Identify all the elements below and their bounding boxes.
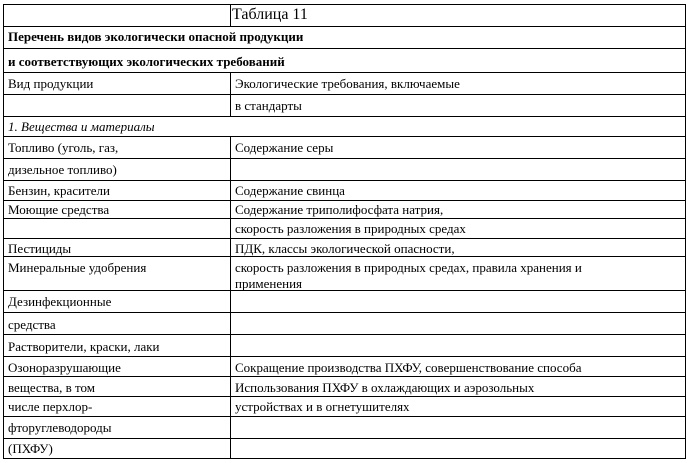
cell-requirement: Содержание серы bbox=[235, 140, 334, 155]
cell-product: числе перхлор- bbox=[8, 399, 93, 414]
cell-product: Пестициды bbox=[8, 241, 72, 256]
row-rule bbox=[3, 158, 686, 159]
column-header-requirements: Экологические требования, включаемые bbox=[235, 76, 460, 91]
column-divider bbox=[230, 72, 231, 116]
row-rule bbox=[3, 238, 686, 239]
cell-product: Бензин, красители bbox=[8, 183, 110, 198]
row-rule bbox=[3, 180, 686, 181]
cell-requirement: применения bbox=[235, 276, 303, 291]
cell-requirement: устройствах и в огнетушителях bbox=[235, 399, 410, 414]
cell-product: дизельное топливо) bbox=[8, 162, 117, 177]
row-rule bbox=[3, 438, 686, 439]
table-border-top bbox=[3, 4, 686, 5]
cell-product: вещества, в том bbox=[8, 380, 96, 395]
table-heading-line1: Перечень видов экологически опасной продукции bbox=[8, 29, 304, 44]
cell-requirement: Содержание триполифосфата натрия, bbox=[235, 202, 444, 217]
ecological-products-table bbox=[3, 4, 686, 459]
cell-requirement: Использования ПХФУ в охлаждающих и аэрозольных bbox=[235, 380, 535, 395]
row-rule bbox=[3, 94, 686, 95]
row-rule bbox=[3, 416, 686, 417]
row-rule bbox=[3, 72, 686, 73]
column-header-product: Вид продукции bbox=[8, 76, 94, 91]
cell-product: Топливо (уголь, газ, bbox=[8, 140, 119, 155]
row-rule bbox=[3, 136, 686, 137]
cell-product: фторуглеводороды bbox=[8, 420, 112, 435]
row-rule bbox=[3, 356, 686, 357]
cell-product: Озоноразрушающие bbox=[8, 360, 121, 375]
table-border-bottom bbox=[3, 458, 686, 459]
cell-requirement: ПДК, классы экологической опасности, bbox=[235, 241, 455, 256]
cell-product: Моющие средства bbox=[8, 202, 110, 217]
row-rule bbox=[3, 218, 686, 219]
table-caption: Таблица 11 bbox=[232, 6, 308, 23]
column-header-requirements-cont: в стандарты bbox=[235, 98, 302, 113]
cell-product: Минеральные удобрения bbox=[8, 260, 147, 275]
cell-product: Растворители, краски, лаки bbox=[8, 339, 160, 354]
row-rule bbox=[3, 334, 686, 335]
table-heading-line2: и соответствующих экологических требований bbox=[8, 54, 285, 69]
column-divider bbox=[230, 4, 231, 26]
cell-requirement: скорость разложения в природных средах bbox=[235, 221, 466, 236]
column-divider bbox=[230, 136, 231, 459]
cell-product: Дезинфекционные bbox=[8, 294, 112, 309]
row-rule bbox=[3, 376, 686, 377]
cell-product: средства bbox=[8, 317, 56, 332]
cell-requirement: Содержание свинца bbox=[235, 183, 345, 198]
row-rule bbox=[3, 116, 686, 117]
row-rule bbox=[3, 48, 686, 49]
row-rule bbox=[3, 290, 686, 291]
row-rule bbox=[3, 200, 686, 201]
row-rule bbox=[3, 312, 686, 313]
section-title: 1. Вещества и материалы bbox=[8, 119, 155, 134]
row-rule bbox=[3, 396, 686, 397]
cell-requirement: скорость разложения в природных средах, правила хранения и bbox=[235, 260, 582, 275]
cell-product: (ПХФУ) bbox=[8, 441, 53, 456]
row-rule bbox=[3, 26, 686, 27]
cell-requirement: Сокращение производства ПХФУ, совершенствование способа bbox=[235, 360, 582, 375]
